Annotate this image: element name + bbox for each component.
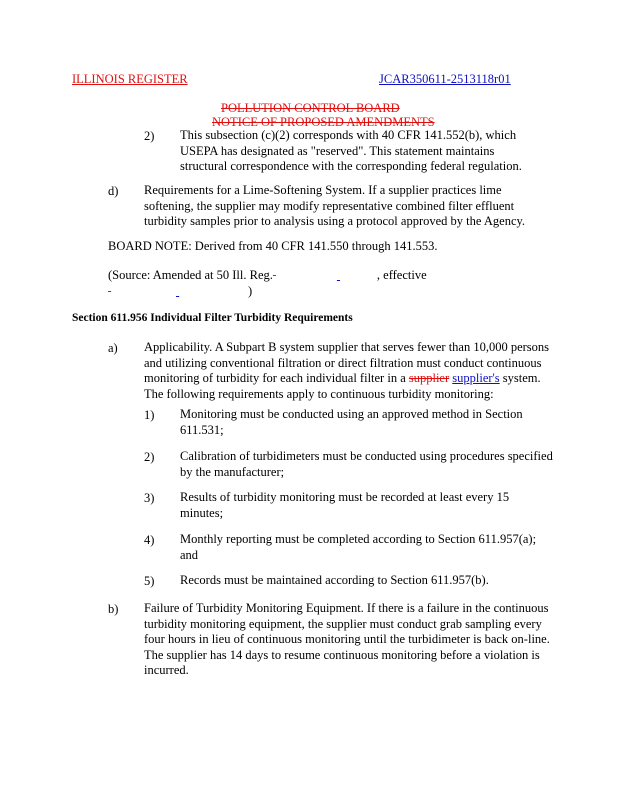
sub-item-1-number: 1) bbox=[144, 408, 155, 422]
section-heading: Section 611.956 Individual Filter Turbidity Requirements bbox=[72, 312, 353, 324]
item-b-line: turbidity monitoring equipment, the supplier must conduct grab sampling every bbox=[144, 616, 542, 631]
board-note: BOARD NOTE: Derived from 40 CFR 141.550 through 141.553. bbox=[108, 239, 438, 253]
sub-item-line: 611.531; bbox=[180, 422, 224, 437]
sub-item-5-text bbox=[180, 573, 489, 589]
notice-title: NOTICE OF PROPOSED AMENDMENTS bbox=[212, 115, 435, 129]
sub-item-2-number: 2) bbox=[144, 450, 155, 464]
item-c2-text bbox=[180, 128, 522, 175]
item-c2-line: structural correspondence with the corresponding federal regulation. bbox=[180, 159, 522, 173]
register-header: ILLINOIS REGISTER bbox=[72, 72, 188, 86]
sub-item-1-text bbox=[180, 407, 523, 438]
item-a-line: Applicability. A Subpart B system supplier that serves fewer than 10,000 persons bbox=[144, 340, 550, 354]
source-line-2 bbox=[108, 283, 252, 299]
source-blank-inserted bbox=[337, 267, 377, 283]
item-c2-line: USEPA has designated as "reserved". This statement maintains bbox=[180, 143, 495, 158]
sub-item-line: minutes; bbox=[180, 505, 224, 520]
item-a-text bbox=[144, 340, 549, 402]
source-blank-deleted bbox=[273, 267, 337, 283]
sub-item-line: by the manufacturer; bbox=[180, 464, 285, 479]
sub-item-5-number: 5) bbox=[144, 574, 155, 588]
sub-item-line: Records must be maintained according to Section 611.957(b). bbox=[180, 573, 489, 587]
item-a-line bbox=[144, 371, 549, 387]
sub-item-4-number: 4) bbox=[144, 533, 155, 547]
item-d-line: turbidity samples prior to analysis using a protocol approved by the Agency. bbox=[144, 214, 526, 228]
source-text: (Source: Amended at 50 Ill. Reg. bbox=[108, 268, 273, 282]
source-close: ) bbox=[248, 284, 253, 298]
sub-item-line: Results of turbidity monitoring must be recorded at least every 15 bbox=[180, 490, 510, 504]
source-line bbox=[108, 267, 427, 283]
item-b-number: b) bbox=[108, 602, 119, 616]
sub-item-line: Monthly reporting must be completed according to Section 611.957(a); bbox=[180, 532, 537, 546]
board-title: POLLUTION CONTROL BOARD bbox=[221, 101, 400, 115]
item-d-line: Requirements for a Lime-Softening System. If a supplier practices lime bbox=[144, 183, 502, 197]
item-a-line3-end: system. bbox=[499, 371, 541, 385]
sub-item-3-text bbox=[180, 490, 509, 521]
item-d-line: softening, the supplier may modify representative combined filter effluent bbox=[144, 198, 515, 213]
item-a-number: a) bbox=[108, 341, 118, 355]
source-effective: , effective bbox=[376, 268, 427, 282]
sub-item-3-number: 3) bbox=[144, 491, 155, 505]
sub-item-line: Monitoring must be conducted using an approved method in Section bbox=[180, 407, 523, 421]
effective-blank-inserted bbox=[176, 283, 248, 299]
item-a-line3-text: monitoring of turbidity for each individual filter in a bbox=[144, 371, 409, 385]
sub-item-line: and bbox=[180, 547, 199, 562]
item-b-line: incurred. bbox=[144, 663, 189, 677]
item-d-number: d) bbox=[108, 184, 119, 198]
sub-item-4-text bbox=[180, 532, 536, 563]
item-a-line: The following requirements apply to continuous turbidity monitoring: bbox=[144, 386, 494, 401]
sub-item-line: Calibration of turbidimeters must be conducted using procedures specified bbox=[180, 449, 553, 463]
item-b-line: The supplier has 14 days to resume continuous monitoring before a violation is bbox=[144, 647, 540, 662]
deleted-text: supplier bbox=[408, 371, 450, 385]
item-c2-number: 2) bbox=[144, 129, 155, 143]
inserted-text: supplier's bbox=[452, 371, 500, 385]
item-b-text bbox=[144, 601, 550, 679]
effective-blank-deleted bbox=[108, 283, 176, 299]
item-d-text bbox=[144, 183, 525, 230]
item-a-line: and utilizing conventional filtration or direct filtration must conduct continuous bbox=[144, 355, 542, 370]
jcar-code: JCAR350611-2513118r01 bbox=[379, 72, 511, 86]
item-b-line: Failure of Turbidity Monitoring Equipment. If there is a failure in the continuous bbox=[144, 601, 549, 615]
item-c2-line: This subsection (c)(2) corresponds with 40 CFR 141.552(b), which bbox=[180, 128, 517, 142]
sub-item-2-text bbox=[180, 449, 553, 480]
item-b-line: four hours in lieu of continuous monitoring until the turbidimeter is back on-line. bbox=[144, 632, 550, 646]
